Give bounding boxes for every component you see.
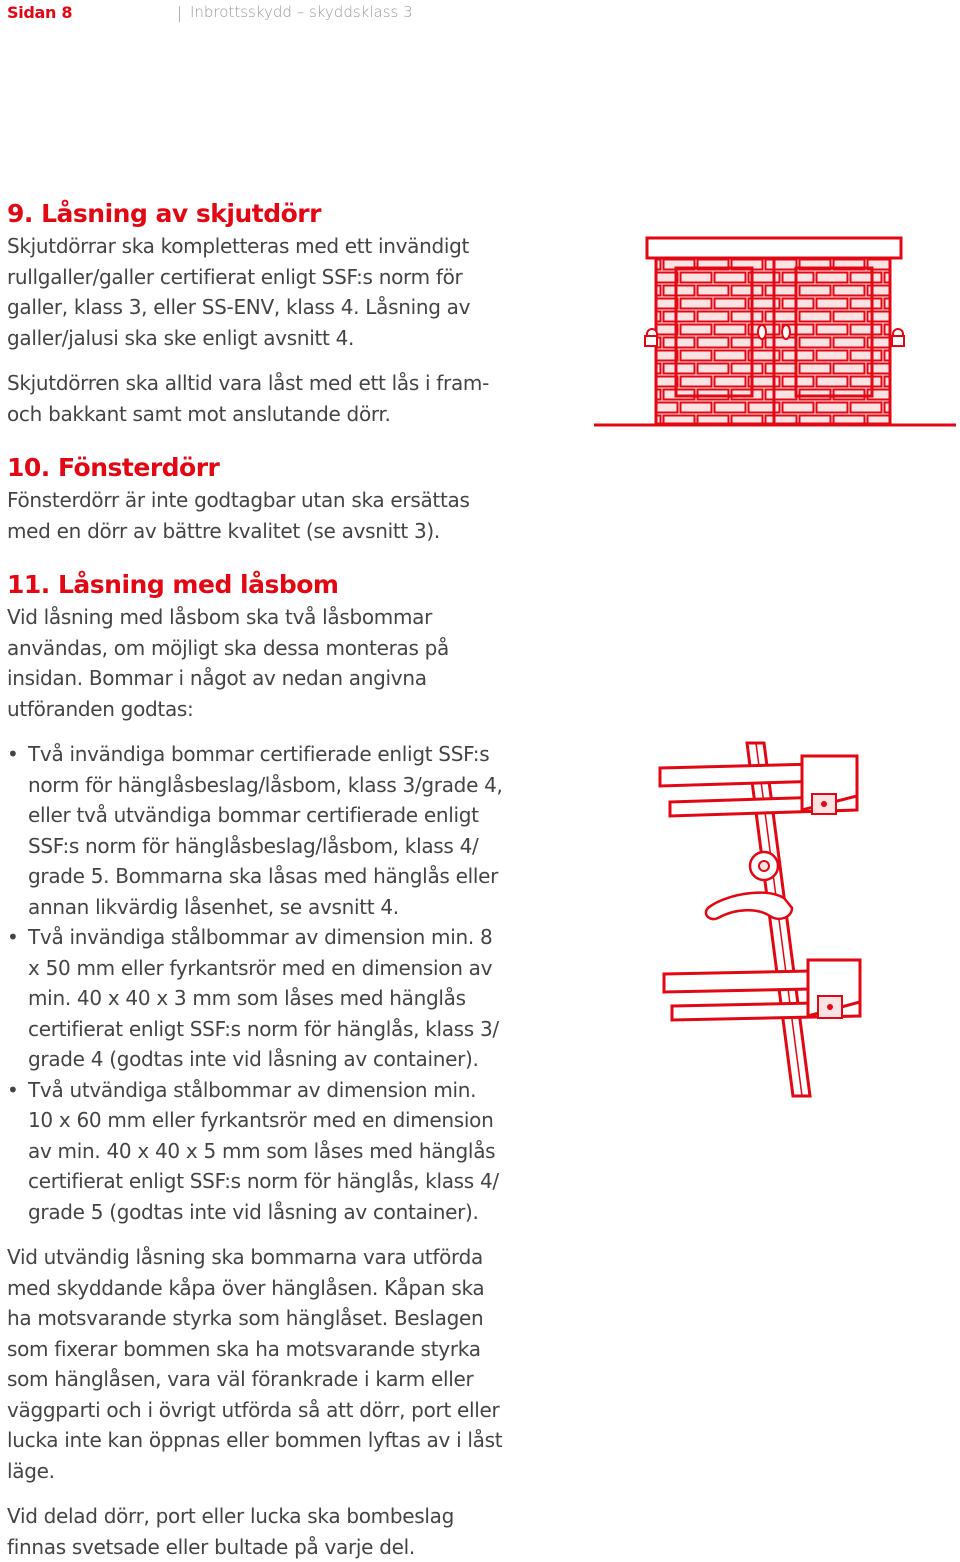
- main-content: [7, 197, 507, 1562]
- list-item: • Två invändiga bommar certifierade enligt SSF:s norm för hänglåsbeslag/låsbom, klass 3/grade 4, eller två utvändiga bommar certifierade enligt SSF:s norm för hänglåsbeslag/låsbom, klass 4/ grade 5. Bommarna ska låsas med hänglås eller annan likvärdig låsenhet, se avsnitt 4.: [7, 739, 507, 922]
- sliding-door-with-grilles-icon: [594, 232, 956, 432]
- bullet-icon: •: [7, 925, 19, 949]
- requirements-list: [7, 739, 507, 1227]
- bullet-icon: •: [7, 742, 19, 766]
- page-number: Sidan 8: [7, 3, 73, 22]
- paragraph: Vid utvändig låsning ska bommarna vara utförda med skyddande kåpa över hänglåsen. Kåpan ska ha motsvarande styrka som hänglåset. Beslagen som fixerar bommen ska ha motsvarande styrka som hänglåsen, vara väl förankrade i karm eller väggparti och i övrigt utförda så att dörr, port eller lucka inte kan öppnas eller bommen lyftas av i låst läge.: [7, 1245, 503, 1483]
- document-title: Inbrottsskydd – skyddsklass 3: [190, 3, 413, 21]
- paragraph: Vid låsning med låsbom ska två låsbommar användas, om möjligt ska dessa monteras på insidan. Bommar i något av nedan angivna utföranden godtas:: [7, 605, 450, 721]
- bullet-icon: •: [7, 1077, 19, 1102]
- paragraph: Fönsterdörr är inte godtagbar utan ska ersättas med en dörr av bättre kvalitet (se avsnitt 3).: [7, 488, 470, 543]
- door-with-lock-bars-icon: [652, 738, 892, 1100]
- section-heading-9: 9. Låsning av skjutdörr: [7, 199, 321, 228]
- list-item: • Två utvändiga stålbommar av dimension min. 10 x 60 mm eller fyrkantsrör med en dimension av min. 40 x 40 x 5 mm som låses med hänglås certifierat enligt SSF:s norm för hänglås, klass 4/ grade 5 (godtas inte vid låsning av container).: [7, 1075, 507, 1228]
- section-heading-10: 10. Fönsterdörr: [7, 453, 220, 482]
- header-divider: [179, 6, 180, 22]
- list-item: • Två invändiga stålbommar av dimension min. 8 x 50 mm eller fyrkantsrör med en dimension av min. 40 x 40 x 3 mm som låses med hänglås certifierat enligt SSF:s norm för hänglås, klass 3/ grade 4 (godtas inte vid låsning av container).: [7, 922, 507, 1075]
- paragraph: Vid delad dörr, port eller lucka ska bombeslag finnas svetsade eller bultade på varje del.: [7, 1504, 454, 1559]
- paragraph: Skjutdörren ska alltid vara låst med ett lås i fram- och bakkant samt mot anslutande dörr.: [7, 371, 490, 426]
- paragraph: Skjutdörrar ska kompletteras med ett invändigt rullgaller/galler certifierat enligt SSF:s norm för galler, klass 3, eller SS-ENV, klass 4. Låsning av galler/jalusi ska ske enligt avsnitt 4.: [7, 234, 471, 350]
- page-header: [0, 0, 960, 30]
- section-heading-11: 11. Låsning med låsbom: [7, 570, 339, 599]
